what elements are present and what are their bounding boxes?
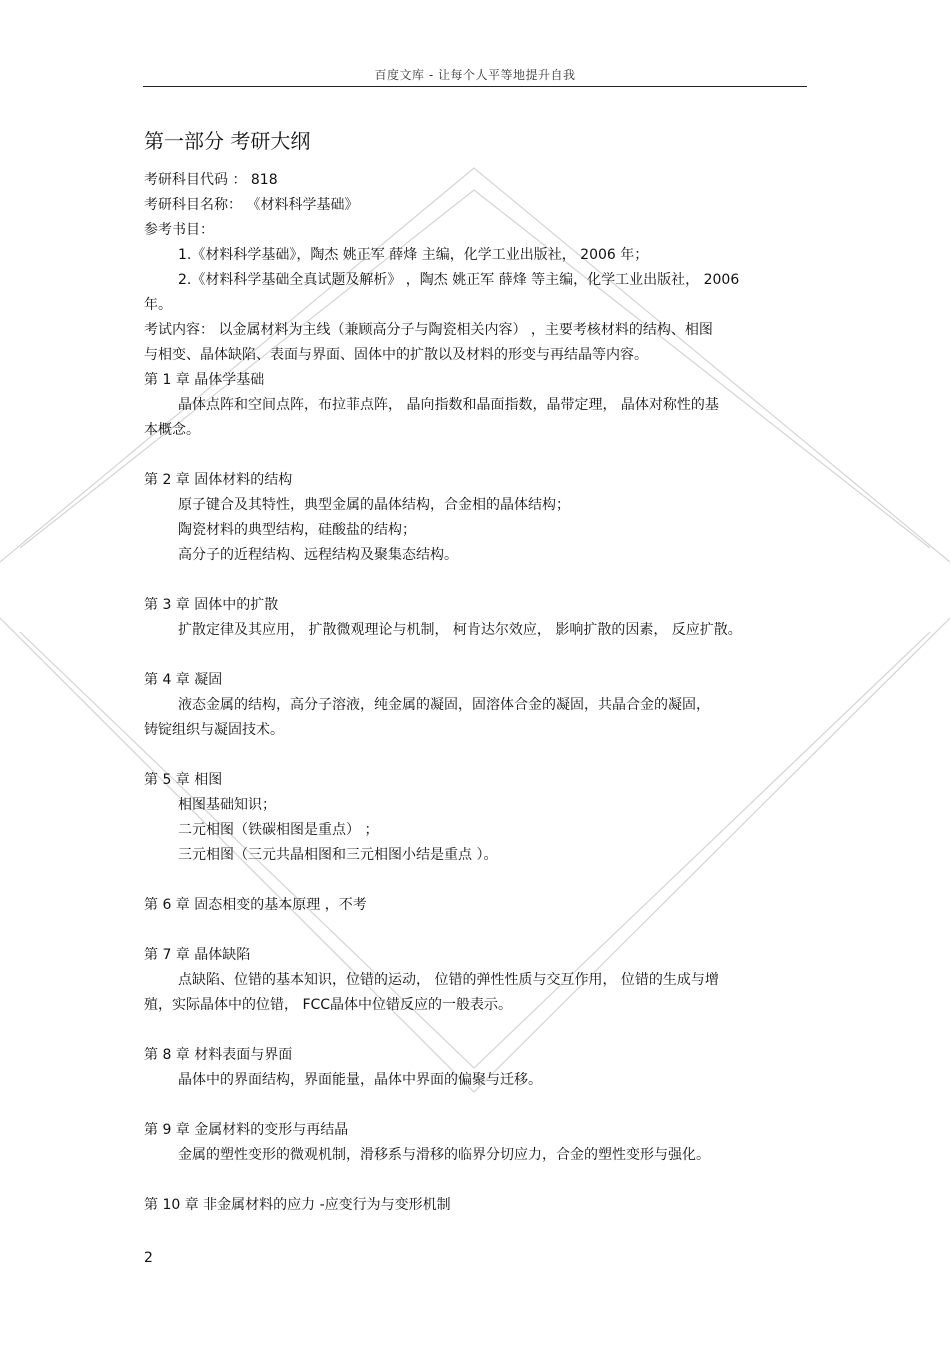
chapter-4-line2: 铸锭组织与凝固技术。 xyxy=(144,722,284,738)
chapter-5-line2: 二元相图（铁碳相图是重点） ； xyxy=(178,822,379,838)
exam-content-line2: 与相变、晶体缺陷、表面与界面、固体中的扩散以及材料的形变与再结晶等内容。 xyxy=(144,347,648,363)
document-body xyxy=(144,126,808,1218)
chapter-3-heading: 第 3 章 固体中的扩散 xyxy=(144,597,279,613)
spacer xyxy=(144,643,808,668)
page-number: 2 xyxy=(144,1250,153,1266)
chapter-8-line1: 晶体中的界面结构，界面能量，晶体中界面的偏聚与迁移。 xyxy=(178,1072,542,1088)
chapter-2-heading: 第 2 章 固体材料的结构 xyxy=(144,472,293,488)
chapter-1-heading: 第 1 章 晶体学基础 xyxy=(144,372,265,388)
chapter-7-line1: 点缺陷、位错的基本知识，位错的运动， 位错的弹性性质与交互作用， 位错的生成与增 xyxy=(178,972,719,988)
exam-code: 考研科目代码 ： 818 xyxy=(144,172,278,188)
page-title: 第一部分 考研大纲 xyxy=(144,129,311,153)
spacer xyxy=(144,868,808,893)
chapter-5-heading: 第 5 章 相图 xyxy=(144,772,223,788)
spacer xyxy=(144,918,808,943)
chapter-1-line2: 本概念。 xyxy=(144,422,200,438)
chapter-5-line3: 三元相图（三元共晶相图和三元相图小结是重点 ）。 xyxy=(178,847,498,863)
chapter-2-line1: 原子键合及其特性，典型金属的晶体结构，合金相的晶体结构； xyxy=(178,497,570,513)
chapter-2-line2: 陶瓷材料的典型结构，硅酸盐的结构； xyxy=(178,522,416,538)
page-header: 百度文库 - 让每个人平等地提升自我 xyxy=(374,68,576,82)
chapter-9-line1: 金属的塑性变形的微观机制，滑移系与滑移的临界分切应力，合金的塑性变形与强化。 xyxy=(178,1147,710,1163)
spacer xyxy=(144,443,808,468)
spacer xyxy=(144,1093,808,1118)
chapter-6-heading: 第 6 章 固态相变的基本原理 ，不考 xyxy=(144,897,367,913)
book-2-line2: 年。 xyxy=(144,297,172,313)
chapter-3-line1: 扩散定律及其应用， 扩散微观理论与机制， 柯肯达尔效应， 影响扩散的因素， 反应扩散。 xyxy=(178,622,742,638)
books-label: 参考书目： xyxy=(144,222,214,238)
chapter-10-heading: 第 10 章 非金属材料的应力 -应变行为与变形机制 xyxy=(144,1197,451,1213)
book-2-line1: 2.《材料科学基础全真试题及解析》 ，陶杰 姚正军 薛烽 等主编，化学工业出版社， 2006 xyxy=(178,272,740,288)
chapter-8-heading: 第 8 章 材料表面与界面 xyxy=(144,1047,293,1063)
header-rule xyxy=(143,86,807,87)
spacer xyxy=(144,743,808,768)
chapter-7-heading: 第 7 章 晶体缺陷 xyxy=(144,947,251,963)
chapter-1-line1: 晶体点阵和空间点阵，布拉菲点阵， 晶向指数和晶面指数，晶带定理， 晶体对称性的基 xyxy=(178,397,719,413)
spacer xyxy=(144,1018,808,1043)
spacer xyxy=(144,568,808,593)
chapter-9-heading: 第 9 章 金属材料的变形与再结晶 xyxy=(144,1122,349,1138)
exam-content-line1: 考试内容： 以金属材料为主线（兼顾高分子与陶瓷相关内容） ，主要考核材料的结构、相图 xyxy=(144,322,713,338)
chapter-7-line2: 殖，实际晶体中的位错， FCC晶体中位错反应的一般表示。 xyxy=(144,997,513,1013)
chapter-4-heading: 第 4 章 凝固 xyxy=(144,672,223,688)
spacer xyxy=(144,1168,808,1193)
book-1: 1.《材料科学基础》，陶杰 姚正军 薛烽 主编，化学工业出版社， 2006 年； xyxy=(178,247,649,263)
chapter-4-line1: 液态金属的结构，高分子溶液，纯金属的凝固，固溶体合金的凝固，共晶合金的凝固， xyxy=(178,697,710,713)
chapter-2-line3: 高分子的近程结构、远程结构及聚集态结构。 xyxy=(178,547,458,563)
chapter-5-line1: 相图基础知识； xyxy=(178,797,276,813)
exam-name: 考研科目名称： 《材料科学基础》 xyxy=(144,197,359,213)
